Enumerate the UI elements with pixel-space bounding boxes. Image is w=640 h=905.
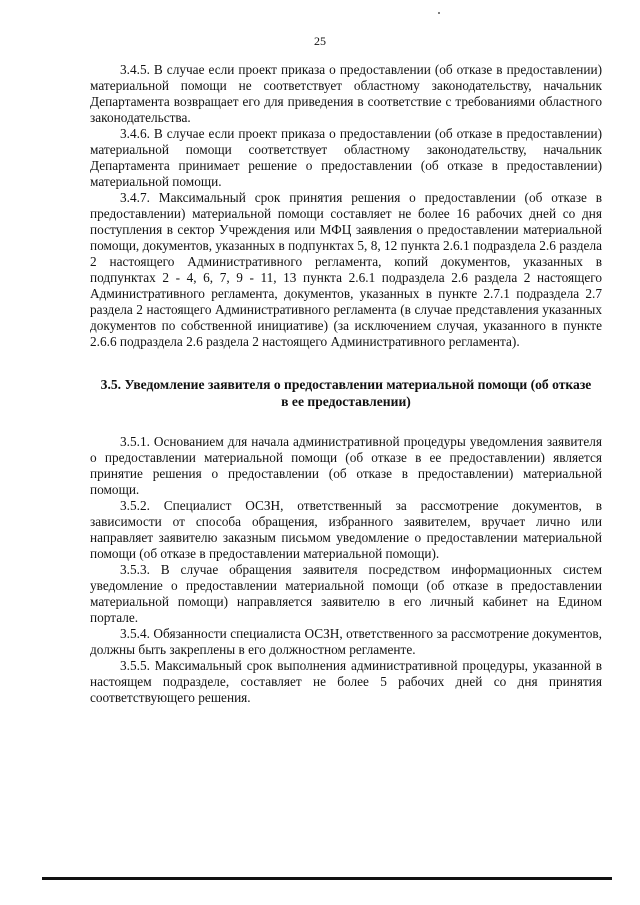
paragraph-3-5-5: 3.5.5. Максимальный срок выполнения административной процедуры, указанной в настоящем подразделе, составляет не более 5 рабочих дней со дня принятия соответствующего решения. [90,658,602,705]
paragraph-3-5-1: 3.5.1. Основанием для начала административной процедуры уведомления заявителя о предоставлении материальной помощи (об отказе в ее предоставлении) является принятие решения о предоставлении (об отказе в предоставлении) материальной помощи. [90,434,602,497]
paragraph-3-5-4: 3.5.4. Обязанности специалиста ОСЗН, ответственного за рассмотрение документов, должны быть закреплены в его должностном регламенте. [90,626,602,657]
document-body [90,62,602,706]
paragraph-3-5-2: 3.5.2. Специалист ОСЗН, ответственный за рассмотрение документов, в зависимости от способа обращения, избранного заявителем, вручает лично или направляет заявителю заказным письмом уведомление о предоставлении материальной помощи (об отказе в предоставлении материальной помощи). [90,498,602,561]
paragraph-3-4-7: 3.4.7. Максимальный срок принятия решения о предоставлении (об отказе в предоставлении) материальной помощи составляет не более 16 рабочих дней со дня поступления в сектор Учреждения или МФЦ заявления о предоставлении материальной помощи, документов, указанных в подпунктах 5, 8, 12 пункта 2.6.1 подраздела 2.6 раздела 2 настоящего Административного регламента, копий документов, указанных в подпунктах 2 - 4, 6, 7, 9 - 11, 13 пункта 2.6.1 подраздела 2.6 раздела 2 настоящего Административного регламента, документов, указанных в пункте 2.7.1 подраздела 2.7 раздела 2 настоящего Административного регламента (в случае представления указанных документов по собственной инициативе) (за исключением случая, указанного в пункте 2.6.6 подраздела 2.6 раздела 2 настоящего Административного регламента). [90,190,602,349]
bottom-rule-divider [42,877,612,880]
page-number: 25 [314,34,326,48]
section-heading-3-5: 3.5. Уведомление заявителя о предоставлении материальной помощи (об отказе в ее предоставлении) [100,377,592,409]
paragraph-3-4-5: 3.4.5. В случае если проект приказа о предоставлении (об отказе в предоставлении) материальной помощи не соответствует областному законодательству, начальник Департамента возвращает его для приведения в соответствие с требованиями областного законодательства. [90,62,602,125]
paragraph-3-5-3: 3.5.3. В случае обращения заявителя посредством информационных систем уведомление о предоставлении материальной помощи (об отказе в предоставлении материальной помощи) направляется заявителю в его личный кабинет на Едином портале. [90,562,602,625]
paragraph-3-4-6: 3.4.6. В случае если проект приказа о предоставлении (об отказе в предоставлении) материальной помощи соответствует областному законодательству, начальник Департамента принимает решение о предоставлении (об отказе в предоставлении) материальной помощи. [90,126,602,189]
scan-speck [438,12,440,14]
